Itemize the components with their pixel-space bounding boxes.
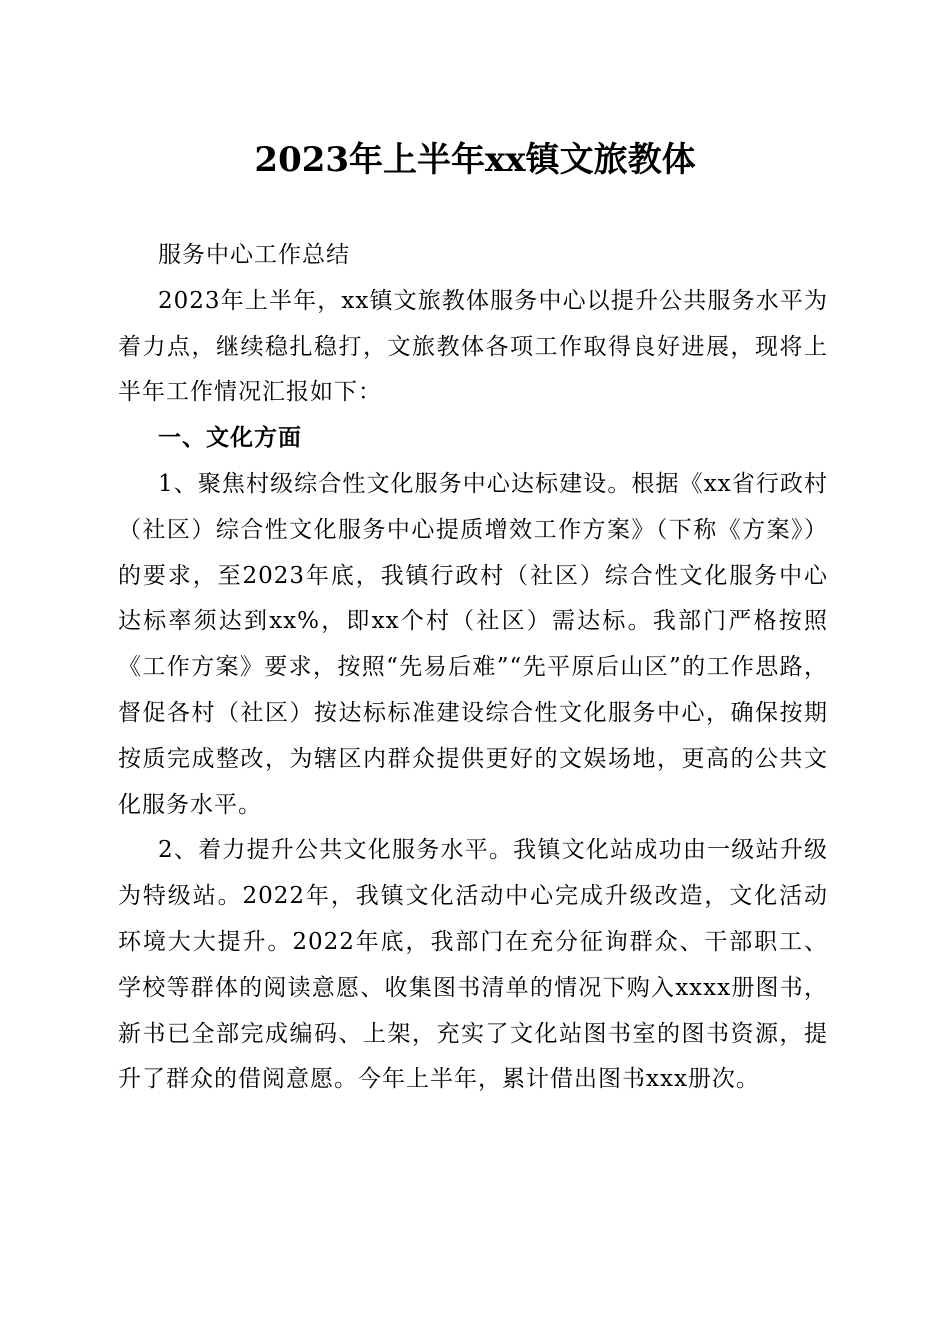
paragraph-item-1: 1、聚焦村级综合性文化服务中心达标建设。根据《xx省行政村（社区）综合性文化服务中心提质增效工作方案》（下称《方案》）的要求，至2023年底，我镇行政村（社区）综合性文化服务中心达标率须达到xx%，即xx个村（社区）需达标。我部门严格按照《工作方案》要求，按照“先易后难”“先平原后山区”的工作思路，督促各村（社区）按达标标准建设综合性文化服务中心，确保按期按质完成整改，为辖区内群众提供更好的文娱场地，更高的公共文化服务水平。 bbox=[118, 470, 828, 818]
subtitle-line: 服务中心工作总结 bbox=[158, 242, 350, 268]
section-heading-culture: 一、文化方面 bbox=[158, 425, 302, 452]
document-title: 2023年上半年xx镇文旅教体 bbox=[254, 140, 696, 180]
document-body bbox=[118, 233, 828, 1103]
paragraph-item-2: 2、着力提升公共文化服务水平。我镇文化站成功由一级站升级为特级站。2022年，我镇文化活动中心完成升级改造，文化活动环境大大提升。2022年底，我部门在充分征询群众、干部职工、学校等群体的阅读意愿、收集图书清单的情况下购入xxxx册图书，新书已全部完成编码、上架，充实了文化站图书室的图书资源，提升了群众的借阅意愿。今年上半年，累计借出图书xxx册次。 bbox=[118, 837, 828, 1093]
intro-paragraph: 2023年上半年，xx镇文旅教体服务中心以提升公共服务水平为着力点，继续稳扎稳打，文旅教体各项工作取得良好进展，现将上半年工作情况汇报如下： bbox=[118, 287, 828, 406]
